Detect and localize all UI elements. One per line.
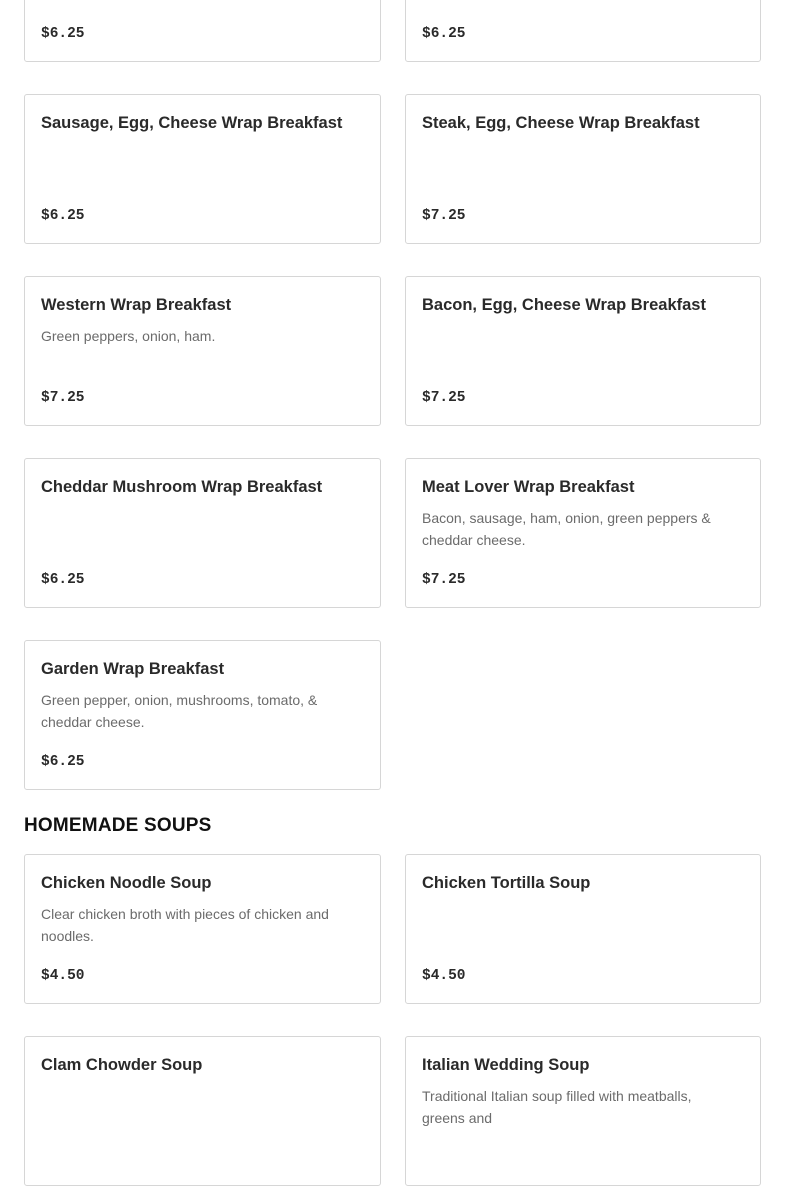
menu-item-card[interactable] [24,276,381,426]
menu-item-card[interactable] [405,94,761,244]
menu-item-description: Clear chicken broth with pieces of chicken and noodles. [41,906,329,944]
menu-item-card[interactable] [24,854,381,1004]
menu-item-description: Green peppers, onion, ham. [41,328,216,344]
menu-item-price: $7.25 [41,390,85,406]
menu-item-name: Western Wrap Breakfast [41,296,232,314]
menu-item-name: Bacon, Egg, Cheese Wrap Breakfast [422,296,706,314]
menu-item-name: Clam Chowder Soup [41,1056,203,1074]
menu-item-card[interactable] [405,1036,761,1186]
menu-item-card[interactable] [24,0,381,62]
menu-item-price: $7.25 [422,390,466,406]
menu-item-card[interactable] [405,0,761,62]
menu-item-description: Bacon, sausage, ham, onion, green peppers & cheddar cheese. [422,510,711,548]
menu-item-name: Sausage, Egg, Cheese Wrap Breakfast [41,114,343,132]
menu-item-price: $7.25 [422,572,466,588]
menu-item-price: $7.25 [422,208,466,224]
menu-item-price: $6.25 [422,26,466,42]
menu-item-price: $6.25 [41,26,85,42]
menu-item-name: Italian Wedding Soup [422,1056,590,1074]
menu-item-price: $4.50 [41,968,85,984]
menu-item-name: Cheddar Mushroom Wrap Breakfast [41,478,323,496]
menu-item-name: Steak, Egg, Cheese Wrap Breakfast [422,114,700,132]
menu-item-price: $4.50 [422,968,466,984]
menu-item-name: Garden Wrap Breakfast [41,660,225,678]
menu-item-price: $6.25 [41,572,85,588]
menu-item-price: $6.25 [41,754,85,770]
menu-item-card[interactable] [405,458,761,608]
menu-item-name: Chicken Tortilla Soup [422,874,591,892]
menu-item-card[interactable] [24,640,381,790]
menu-item-price: $6.25 [41,208,85,224]
menu-item-card[interactable] [405,276,761,426]
menu-item-description: Green pepper, onion, mushrooms, tomato, & cheddar cheese. [41,692,318,730]
menu-item-name: Chicken Noodle Soup [41,874,212,892]
menu-item-description: Traditional Italian soup filled with meatballs, greens and [422,1088,692,1126]
section-title-homemade-soups: HOMEMADE SOUPS [24,815,212,836]
menu-item-card[interactable] [24,458,381,608]
menu-item-name: Meat Lover Wrap Breakfast [422,478,635,496]
menu-item-card[interactable] [24,1036,381,1186]
menu-item-card[interactable] [24,94,381,244]
menu-item-card[interactable] [405,854,761,1004]
